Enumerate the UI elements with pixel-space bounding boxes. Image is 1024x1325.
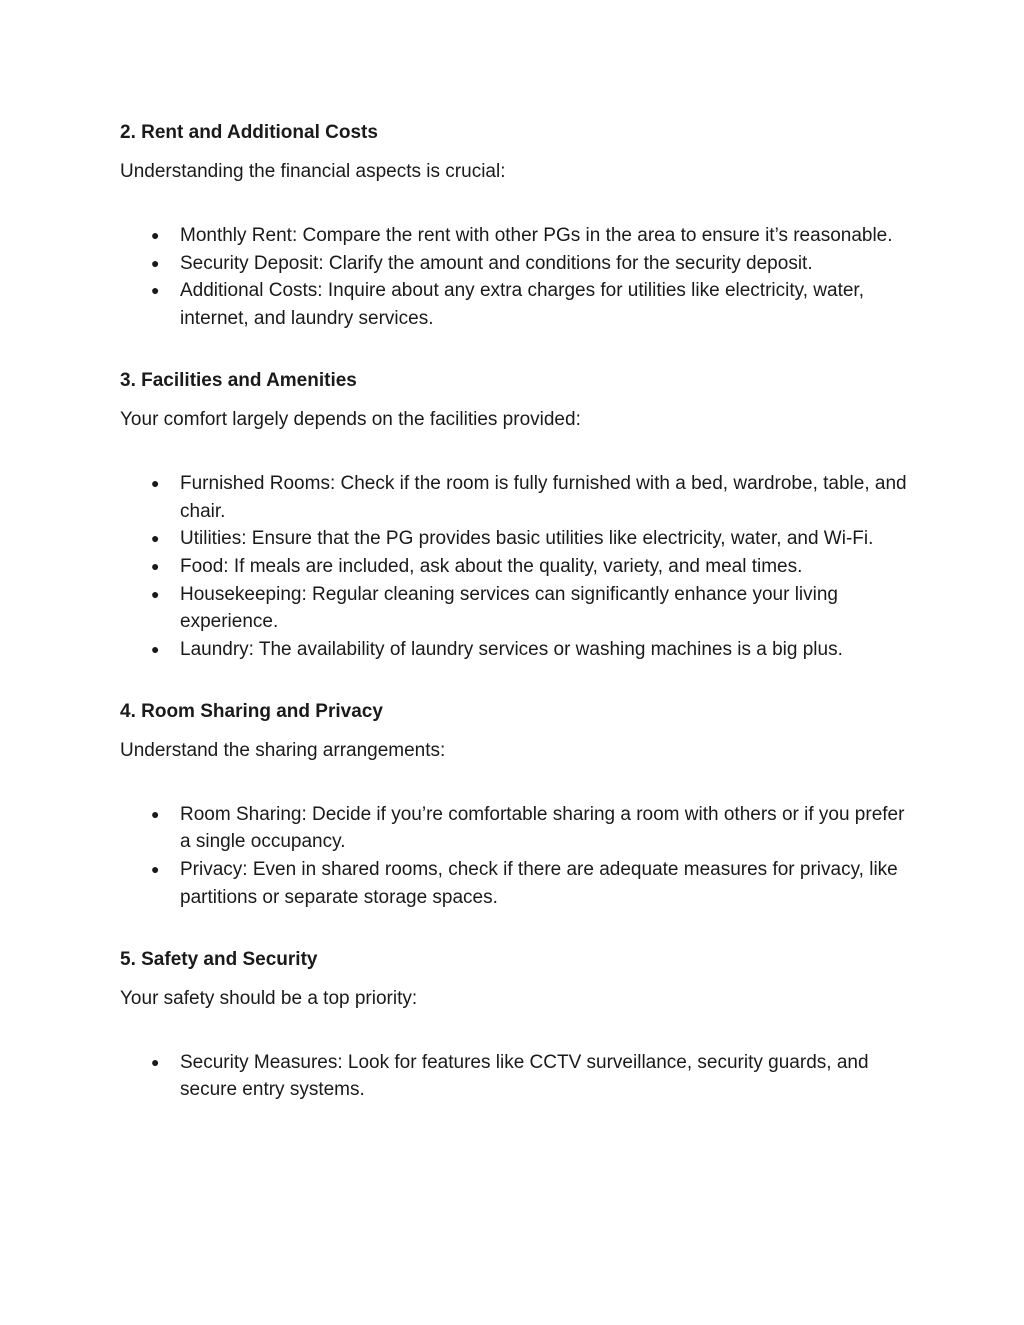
bullet-list (120, 1049, 920, 1104)
list-item (120, 1049, 920, 1104)
list-item-text: Furnished Rooms: Check if the room is fully furnished with a bed, wardrobe, table, and chair. (180, 472, 907, 522)
bullet-icon: ● (151, 227, 160, 243)
bullet-list (120, 801, 920, 912)
section-heading: 2. Rent and Additional Costs (120, 122, 378, 143)
section-safety-security (120, 947, 920, 1104)
list-item-text: Monthly Rent: Compare the rent with other PGs in the area to ensure it’s reasonable. (180, 225, 893, 246)
list-item-text: Additional Costs: Inquire about any extra charges for utilities like electricity, water, internet, and laundry services. (180, 280, 864, 330)
bullet-icon: ● (151, 861, 160, 878)
bullet-icon: ● (151, 641, 160, 658)
list-item-text: Food: If meals are included, ask about the quality, variety, and meal times. (180, 555, 803, 577)
bullet-icon: ● (151, 805, 160, 822)
list-item (120, 525, 920, 553)
list-item-text: Security Deposit: Clarify the amount and conditions for the security deposit. (180, 252, 813, 274)
section-heading: 4. Room Sharing and Privacy (120, 700, 383, 722)
list-item (120, 581, 920, 636)
list-item (120, 801, 920, 856)
bullet-icon: ● (151, 557, 160, 574)
bullet-list (120, 222, 920, 333)
list-item (120, 470, 920, 525)
list-item (120, 222, 920, 250)
section-intro: Understand the sharing arrangements: (120, 739, 446, 761)
list-item-text: Security Measures: Look for features like CCTV surveillance, security guards, and secure entry systems. (180, 1051, 869, 1101)
list-item (120, 250, 920, 278)
section-heading: 3. Facilities and Amenities (120, 369, 357, 391)
list-item (120, 856, 920, 911)
section-intro: Understanding the financial aspects is crucial: (120, 161, 506, 182)
bullet-list (120, 470, 920, 664)
list-item-text: Housekeeping: Regular cleaning services can significantly enhance your living experience. (180, 583, 838, 633)
list-item-text: Laundry: The availability of laundry services or washing machines is a big plus. (180, 639, 843, 661)
list-item-text: Utilities: Ensure that the PG provides basic utilities like electricity, water, and Wi-Fi. (180, 528, 874, 550)
bullet-icon: ● (151, 1053, 160, 1070)
list-item (120, 553, 920, 581)
section-heading: 5. Safety and Security (120, 948, 318, 970)
bullet-icon: ● (151, 585, 160, 602)
document-content (120, 120, 920, 1139)
bullet-icon: ● (151, 254, 160, 271)
section-facilities-amenities (120, 368, 920, 664)
list-item-text: Privacy: Even in shared rooms, check if there are adequate measures for privacy, like partitions or separate storage spaces. (180, 859, 898, 908)
list-item-text: Room Sharing: Decide if you’re comfortable sharing a room with others or if you prefer a single occupancy. (180, 803, 905, 853)
list-item (120, 636, 920, 664)
bullet-icon: ● (151, 282, 160, 299)
section-room-sharing-privacy (120, 699, 920, 912)
list-item (120, 277, 920, 332)
bullet-icon: ● (151, 474, 160, 491)
section-rent-costs (120, 120, 920, 333)
bullet-icon: ● (151, 530, 160, 547)
section-intro: Your comfort largely depends on the facilities provided: (120, 408, 581, 430)
section-intro: Your safety should be a top priority: (120, 987, 418, 1009)
